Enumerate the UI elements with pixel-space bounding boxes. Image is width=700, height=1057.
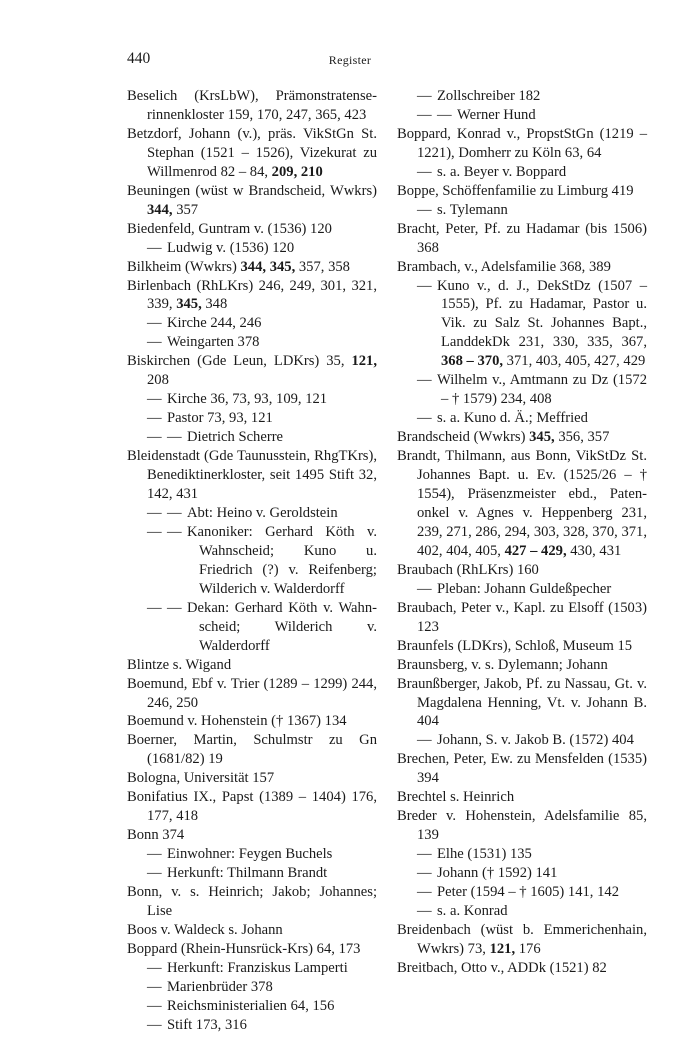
entry-text: Bonn, v. s. Heinrich; Jakob; Johannes; Lise [127, 884, 377, 919]
entry-text: Wilhelm v., Amtmann zu Dz (1572 – † 1579) 234, 408 [437, 372, 647, 408]
entry-text: Braunfels (LDKrs), Schloß, Museum 15 [397, 637, 633, 654]
bold-page-reference: 345, [176, 296, 202, 313]
index-entry [127, 428, 377, 447]
index-entry [127, 182, 377, 220]
bold-page-reference: 121, [351, 353, 377, 370]
entry-text: Braubach (RhLKrs) 160 [397, 561, 539, 578]
entry-text: Betzdorf, Johann (v.), präs. VikStGn St. Stephan (1521 – 1526), Vizekurat zu Willmenrod 82 – 84, [127, 125, 377, 180]
index-entry [397, 902, 647, 921]
index-entry [127, 769, 377, 788]
subentry-dash: — [417, 277, 432, 294]
subentry-dash: — [417, 201, 432, 218]
index-entry [397, 788, 647, 807]
entry-text: Brambach, v., Adelsfamilie 368, 389 [397, 258, 611, 275]
index-entry [127, 864, 377, 883]
entry-text: s. a. Beyer v. Boppard [437, 163, 567, 180]
entry-text: Bologna, Universität 157 [127, 770, 275, 787]
subentry-dash: — [417, 163, 432, 180]
index-entry [127, 599, 377, 656]
index-entry [397, 371, 647, 409]
index-entry [127, 277, 377, 315]
bold-page-reference: 344, [147, 201, 173, 218]
entry-text: Brechen, Peter, Ew. zu Mensfelden (1535) 394 [397, 751, 647, 787]
entry-text: Weingarten 378 [167, 334, 260, 351]
index-entry [127, 409, 377, 428]
entry-text: s. Tylemann [437, 201, 508, 218]
entry-text: Pastor 73, 93, 121 [167, 410, 273, 427]
subentry-dash: — [417, 846, 432, 863]
index-entry [127, 239, 377, 258]
index-entry [127, 220, 377, 239]
entry-text: Braunßberger, Jakob, Pf. zu Nassau, Gt. v. Magdalena Henning, Vt. v. Johann B. 404 [397, 675, 647, 730]
index-entry [397, 807, 647, 845]
entry-text: Brechtel s. Heinrich [397, 789, 515, 806]
entry-text: 430, 431 [566, 542, 622, 559]
entry-text: Einwohner: Feygen Buchels [167, 846, 333, 863]
entry-text: Biskirchen (Gde Leun, LDKrs) 35, [127, 353, 352, 370]
entry-text: Birlenbach (RhLKrs) 246, 249, 301, 321, 339, [127, 277, 377, 313]
subentry-dash: — [147, 523, 162, 540]
subentry-dash: — [147, 410, 162, 427]
entry-text: Dietrich Scherre [187, 429, 284, 446]
index-column-left [127, 87, 377, 1035]
entry-text: Blintze s. Wigand [127, 656, 232, 673]
index-entry [397, 163, 647, 182]
entry-text: Brandscheid (Wwkrs) [397, 429, 530, 446]
entry-text: 208 [147, 372, 169, 389]
entry-text: Brandt, Thilmann, aus Bonn, VikStDz St. Johannes Bapt. u. Ev. (1525/26 – † 1554), Präsenzmeister ebd., Patenonkel v. Agnes v. Heppenberg 231, 239, 271, 286, 294, 303, 328, 370, 371, 402, 404, 405, [397, 448, 647, 559]
entry-text: Marienbrüder 378 [167, 978, 273, 995]
index-entry [127, 997, 377, 1016]
index-entry [127, 125, 377, 182]
index-entry [397, 580, 647, 599]
subentry-dash: — [147, 865, 162, 882]
entry-text: Braunsberg, v. s. Dylemann; Johann [397, 656, 608, 673]
entry-text: Boos v. Waldeck s. Johann [127, 921, 283, 938]
index-entry [127, 258, 377, 277]
subentry-dash: — [147, 997, 162, 1014]
index-entry [127, 333, 377, 352]
entry-text: 357, 358 [295, 258, 350, 275]
index-entry [397, 182, 647, 201]
index-entry [127, 959, 377, 978]
subentry-dash: — [147, 846, 162, 863]
index-entry [127, 712, 377, 731]
subentry-dash: — [437, 106, 452, 123]
entry-text: Boemund v. Hohenstein († 1367) 134 [127, 713, 347, 730]
entry-text: Bonn 374 [127, 827, 185, 844]
index-entry [127, 921, 377, 940]
entry-text: Biedenfeld, Guntram v. (1536) 120 [127, 220, 332, 237]
index-entry [397, 959, 647, 978]
index-entry [127, 731, 377, 769]
index-entry [397, 921, 647, 959]
bold-page-reference: 345, [529, 429, 555, 446]
bold-page-reference: 427 – 429, [504, 542, 567, 559]
entry-text: Bonifatius IX., Papst (1389 – 1404) 176, 177, 418 [127, 789, 377, 825]
entry-text: Breder v. Hohenstein, Adelsfamilie 85, 139 [397, 808, 647, 844]
entry-text: Beselich (KrsLbW), Prämonstratenserinnenkloster 159, 170, 247, 365, 423 [127, 88, 377, 123]
index-entry [397, 561, 647, 580]
entry-text: Dekan: Gerhard Köth v. Wahnscheid; Wilderich v. Walderdorff [187, 599, 377, 654]
entry-text: Braubach, Peter v., Kapl. zu Elsoff (1503) 123 [397, 599, 647, 635]
index-entry [127, 826, 377, 845]
subentry-dash: — [417, 410, 432, 427]
entry-text: s. a. Kuno d. Ä.; Meffried [437, 410, 588, 427]
subentry-dash: — [147, 1016, 162, 1033]
index-entry [127, 390, 377, 409]
subentry-dash: — [167, 523, 182, 540]
index-entry [397, 599, 647, 637]
entry-text: 371, 403, 405, 427, 429 [503, 353, 646, 370]
subentry-dash: — [147, 429, 162, 446]
index-entry [397, 845, 647, 864]
index-entry [397, 277, 647, 372]
index-entry [397, 656, 647, 675]
entry-text: Breitbach, Otto v., ADDk (1521) 82 [397, 959, 607, 976]
subentry-dash: — [147, 959, 162, 976]
subentry-dash: — [147, 315, 162, 332]
entry-text: Bleidenstadt (Gde Taunusstein, RhgTKrs), Benediktinerkloster, seit 1495 Stift 32, 142, 431 [127, 448, 377, 503]
entry-text: s. a. Konrad [437, 902, 508, 919]
index-entry [397, 750, 647, 788]
index-entry [397, 409, 647, 428]
entry-text: 348 [201, 296, 228, 313]
running-head: Register [328, 53, 372, 67]
entry-text: 357 [172, 201, 199, 218]
index-entry [397, 637, 647, 656]
index-entry [397, 883, 647, 902]
page-number: 440 [127, 50, 151, 67]
index-entry [127, 1016, 377, 1035]
entry-text: 356, 357 [554, 429, 610, 446]
entry-text: Herkunft: Thilmann Brandt [167, 865, 328, 882]
subentry-dash: — [167, 504, 182, 521]
entry-text: Boppard (Rhein-Hunsrück-Krs) 64, 173 [127, 940, 361, 957]
index-column-right [397, 87, 647, 978]
index-entry [397, 106, 647, 125]
index-entry [397, 258, 647, 277]
index-entry [127, 504, 377, 523]
subentry-dash: — [167, 429, 182, 446]
subentry-dash: — [147, 391, 162, 408]
entry-text: Boppard, Konrad v., PropstStGn (1219 – 1221), Domherr zu Köln 63, 64 [397, 125, 647, 161]
entry-text: Kuno v., d. J., DekStDz (1507 – 1555), Pf. zu Hadamar, Pastor u. Vik. zu Salz St. Johannes Bapt., LanddekDk 231, 330, 335, 367, [437, 277, 647, 351]
index-entry [397, 675, 647, 732]
index-entry [127, 788, 377, 826]
subentry-dash: — [417, 902, 432, 919]
entry-text: Elhe (1531) 135 [437, 846, 532, 863]
entry-text: Bracht, Peter, Pf. zu Hadamar (bis 1506) 368 [397, 220, 647, 256]
entry-text: Beuningen (wüst w Brandscheid, Wwkrs) [127, 182, 377, 199]
subentry-dash: — [417, 865, 432, 882]
entry-text: Zollschreiber 182 [437, 88, 541, 104]
index-entry [397, 428, 647, 447]
index-entry [397, 447, 647, 561]
index-entry [127, 87, 377, 125]
subentry-dash: — [147, 978, 162, 995]
index-entry [127, 940, 377, 959]
subentry-dash: — [147, 239, 162, 256]
bold-page-reference: 368 – 370, [441, 353, 504, 370]
entry-text: Herkunft: Franziskus Lamperti [167, 959, 348, 976]
index-entry [127, 523, 377, 599]
entry-text: Johann († 1592) 141 [437, 865, 558, 882]
subentry-dash: — [167, 599, 182, 616]
entry-text: Kanoniker: Gerhard Köth v. Wahnscheid; Kuno u. Friedrich (?) v. Reifenberg; Wilderich v. Walderdorff [187, 523, 377, 597]
entry-text: Boppe, Schöffenfamilie zu Limburg 419 [397, 182, 634, 199]
subentry-dash: — [417, 732, 432, 749]
entry-text: Peter (1594 – † 1605) 141, 142 [437, 884, 619, 901]
entry-text: Kirche 244, 246 [167, 315, 262, 332]
subentry-dash: — [417, 88, 432, 104]
index-entry [397, 220, 647, 258]
index-entry [127, 845, 377, 864]
bold-page-reference: 344, 345, [240, 258, 296, 275]
subentry-dash: — [147, 504, 162, 521]
index-entry [127, 314, 377, 333]
entry-text: Abt: Heino v. Geroldstein [187, 504, 338, 521]
index-entry [397, 87, 647, 106]
subentry-dash: — [147, 599, 162, 616]
subentry-dash: — [417, 372, 432, 389]
bold-page-reference: 209, 210 [271, 163, 323, 180]
index-entry [127, 675, 377, 713]
entry-text: Bilkheim (Wwkrs) [127, 258, 241, 275]
entry-text: Werner Hund [457, 106, 536, 123]
index-entry [127, 883, 377, 921]
subentry-dash: — [417, 884, 432, 901]
bold-page-reference: 121, [489, 940, 516, 957]
entry-text: Breidenbach (wüst b. Emmerichenhain, Wwkrs) 73, [397, 921, 647, 957]
subentry-dash: — [147, 334, 162, 351]
entry-text: Ludwig v. (1536) 120 [167, 239, 295, 256]
index-entry [397, 125, 647, 163]
entry-text: Boerner, Martin, Schulmstr zu Gn (1681/82) 19 [127, 732, 377, 768]
entry-text: Pleban: Johann Guldeßpecher [437, 580, 612, 597]
index-entry [397, 731, 647, 750]
entry-text: Reichsministerialien 64, 156 [167, 997, 335, 1014]
subentry-dash: — [417, 106, 432, 123]
entry-text: 176 [515, 940, 541, 957]
index-entry [397, 201, 647, 220]
index-entry [127, 656, 377, 675]
entry-text: Boemund, Ebf v. Trier (1289 – 1299) 244, 246, 250 [127, 675, 377, 711]
subentry-dash: — [417, 580, 432, 597]
index-entry [397, 864, 647, 883]
entry-text: Kirche 36, 73, 93, 109, 121 [167, 391, 328, 408]
entry-text: Johann, S. v. Jakob B. (1572) 404 [437, 732, 634, 749]
index-entry [127, 447, 377, 504]
index-entry [127, 978, 377, 997]
entry-text: Stift 173, 316 [167, 1016, 247, 1033]
index-entry [127, 352, 377, 390]
